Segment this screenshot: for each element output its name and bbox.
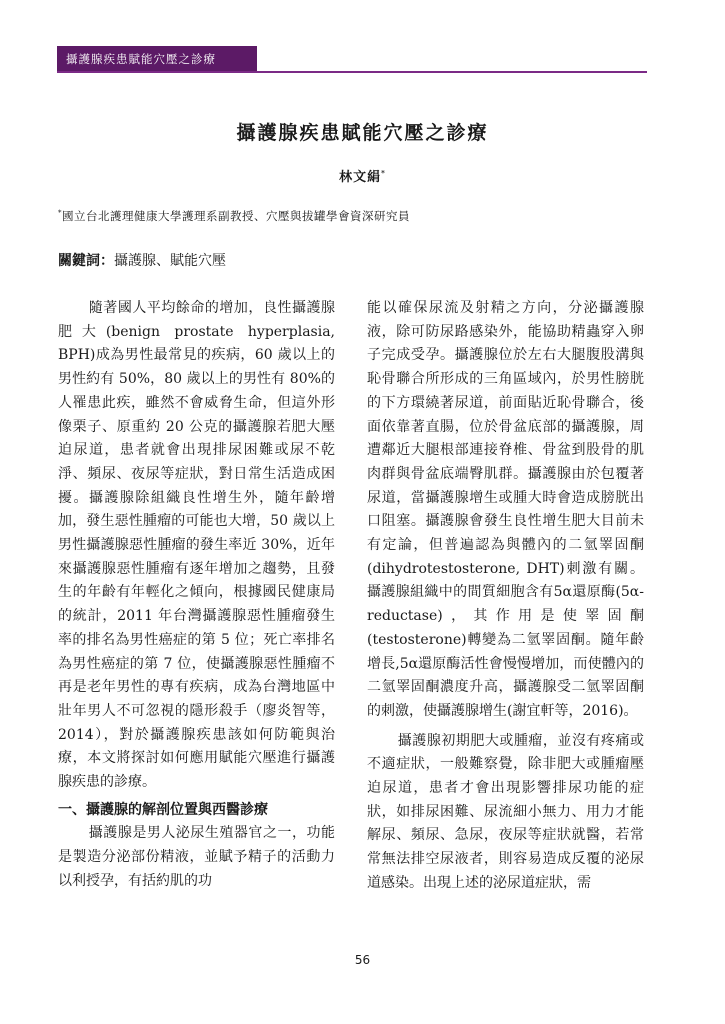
right-column [367,297,644,896]
author-footnote-mark: * [381,168,386,178]
article-title: 攝護腺疾患賦能穴壓之診療 [236,122,489,144]
left-column [58,297,335,894]
affiliation-text: 國立台北護理健康大學護理系副教授、穴壓與拔罐學會資深研究員 [62,209,410,223]
page-number: 56 [354,953,371,967]
affiliation-footnote-mark: * [58,209,62,218]
body-paragraph: 能以確保尿流及射精之方向，分泌攝護腺液，除可防尿路感染外，能協助精蟲穿入卵子完成受孕。攝護腺位於左右大腿腹股溝與恥骨聯合所形成的三角區域內，於男性膀胱的下方環繞著尿道，前面貼近恥骨聯合，後面依靠著直腸，位於骨盆底部的攝護腺，周遭鄰近大腿根部連接脊椎、骨盆到股骨的肌肉群與骨盆底端臀肌群。攝護腺由於包覆著尿道，當攝護腺增生或腫大時會造成膀胱出口阻塞。攝護腺會發生良性增生肥大目前未有定論，但普遍認為與體內的二氫睪固酮(dihydrotestosterone, DHT)刺激有關。攝護腺組織中的間質細胞含有5α還原酶(5α-reductase)，其作用是使睪固酮(testosterone)轉變為二氫睪固酮。隨年齡增長,5α還原酶活性會慢慢增加，而使體內的二氫睪固酮濃度升高，攝護腺受二氫睪固酮的刺激，使攝護腺增生(謝宜軒等，2016)。 [367,300,644,719]
section-heading: 一、攝護腺的解剖位置與西醫診療 [58,801,268,818]
body-paragraph: 攝護腺初期肥大或腫瘤，並沒有疼痛或不適症狀，一般難察覺，除非肥大或腫瘤壓迫尿道，患者才會出現影響排尿功能的症狀，如排尿困難、尿流細小無力、用力才能解尿、頻尿、急尿，夜尿等症狀就醫，若常常無法排空尿液者，則容易造成反覆的泌尿道感染。出現上述的泌尿道症狀，需 [367,732,644,891]
running-header [57,46,647,72]
keywords-text: 攝護腺、賦能穴壓 [114,253,226,269]
body-paragraph: 攝護腺是男人泌尿生殖器官之一，功能是製造分泌部份精液，並賦予精子的活動力以利授孕，有括約肌的功 [58,825,335,889]
keywords-line [58,250,226,270]
header-rule [57,71,647,73]
running-header-title: 攝護腺疾患賦能穴壓之診療 [57,46,257,72]
affiliation-line [58,208,410,224]
body-paragraph: 隨著國人平均餘命的增加，良性攝護腺肥大(benign prostate hyperplasia, BPH)成為男性最常見的疾病，60 歲以上的男性約有 50%，80 歲以上的男性有 80%的人罹患此疾，雖然不會威脅生命，但這外形像栗子、原重約 20 公克的攝護腺若肥大壓迫尿道，患者就會出現排尿困難或尿不乾淨、頻尿、夜尿等症狀，對日常生活造成困擾。攝護腺除組織良性增生外，隨年齡增加，發生惡性腫瘤的可能也大增，50 歲以上男性攝護腺惡性腫瘤的發生率近 30%，近年來攝護腺惡性腫瘤有逐年增加之趨勢，且發生的年齡有年輕化之傾向，根據國民健康局的統計，2011 年台灣攝護腺惡性腫瘤發生率的排名為男性癌症的第 5 位；死亡率排名為男性癌症的第 7 位，使攝護腺惡性腫瘤不再是老年男性的專有疾病，成為台灣地區中壯年男人不可忽視的隱形殺手（廖炎智等，2014），對於攝護腺疾患該如何防範與治療，本文將探討如何應用賦能穴壓進行攝護腺疾患的診療。 [58,300,335,791]
keywords-label: 關鍵詞： [58,253,114,269]
author-name: 林文絹 [339,170,382,185]
author-line [0,166,725,185]
